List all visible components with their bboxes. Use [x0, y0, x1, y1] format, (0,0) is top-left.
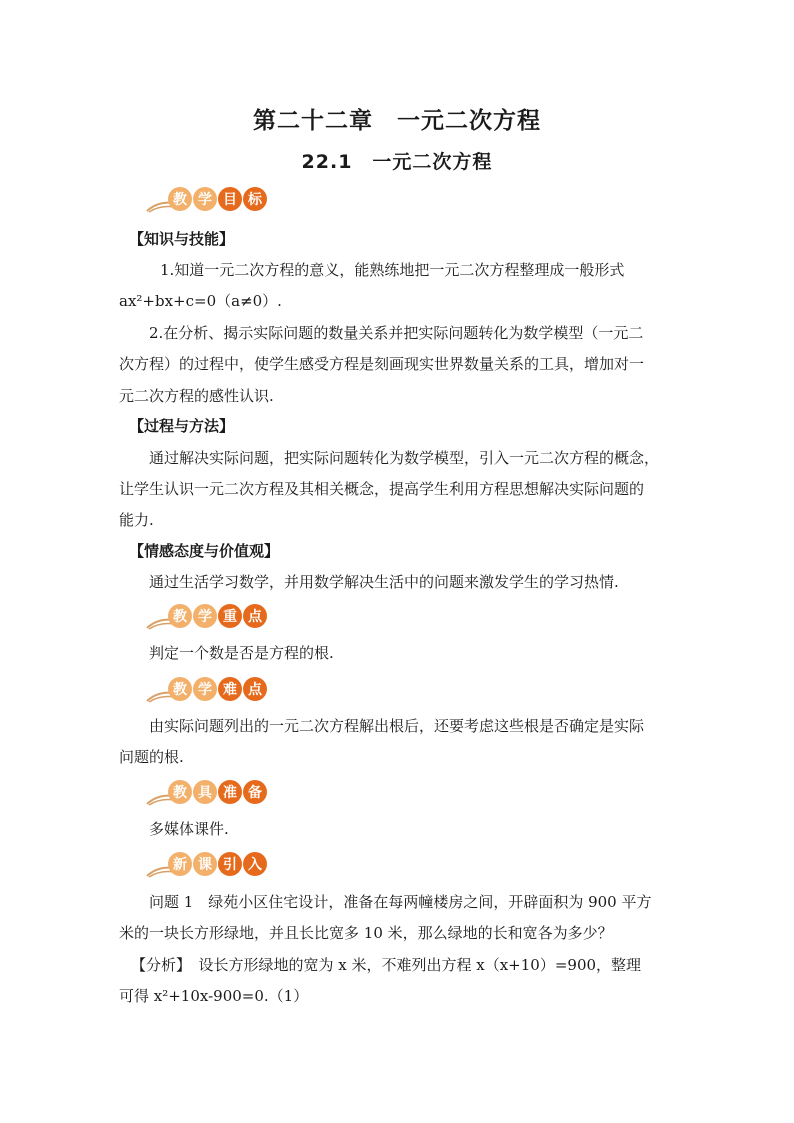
badge-char: 难 [218, 677, 242, 701]
paragraph-line: 能力. [119, 511, 154, 529]
badge-key-points [146, 604, 262, 632]
paragraph-line: 由实际问题列出的一元二次方程解出根后，还要考虑这些根是否确定是实际 [149, 717, 645, 735]
section-title: 22.1 一元二次方程 [301, 151, 493, 173]
paragraph-line: 判定一个数是否是方程的根. [149, 644, 334, 662]
paragraph-line: 多媒体课件. [149, 820, 229, 838]
badge-char: 学 [193, 604, 217, 628]
badge-char: 新 [168, 852, 192, 876]
paragraph-line: 2.在分析、揭示实际问题的数量关系并把实际问题转化为数学模型（一元二 [149, 324, 644, 342]
paragraph-line: 通过生活学习数学，并用数学解决生活中的问题来激发学生的学习热情. [149, 573, 619, 591]
paragraph-line: 通过解决实际问题，把实际问题转化为数学模型，引入一元二次方程的概念， [149, 449, 660, 467]
badge-char: 准 [218, 780, 242, 804]
paragraph-line: 可得 x²+10x-900=0.（1） [119, 987, 309, 1005]
paragraph-line: 问题的根. [119, 748, 184, 766]
paragraph-line: 1.知道一元二次方程的意义，能熟练地把一元二次方程整理成一般形式 [160, 261, 625, 279]
heading-attitude: 【情感态度与价值观】 [129, 542, 280, 560]
badge-char: 学 [193, 677, 217, 701]
badge-char: 重 [218, 604, 242, 628]
badge-char: 引 [218, 852, 242, 876]
badge-objectives [146, 187, 262, 215]
badge-char: 点 [243, 604, 267, 628]
badge-char: 教 [168, 780, 192, 804]
heading-process: 【过程与方法】 [129, 417, 235, 435]
badge-char: 标 [243, 187, 267, 211]
badge-materials [146, 780, 262, 808]
paragraph-line: 元二次方程的感性认识. [119, 387, 274, 405]
badge-char: 备 [243, 780, 267, 804]
badge-char: 入 [243, 852, 267, 876]
paragraph-line: 让学生认识一元二次方程及其相关概念，提高学生利用方程思想解决实际问题的 [119, 480, 645, 498]
badge-char: 教 [168, 677, 192, 701]
paragraph-line: 问题 1 绿苑小区住宅设计，准备在每两幢楼房之间，开辟面积为 900 平方 [149, 893, 652, 911]
badge-char: 目 [218, 187, 242, 211]
paragraph-line: ax²+bx+c=0（a≠0）. [119, 292, 282, 310]
badge-char: 教 [168, 187, 192, 211]
badge-introduction [146, 852, 262, 880]
badge-char: 点 [243, 677, 267, 701]
badge-char: 具 [193, 780, 217, 804]
paragraph-line: 米的一块长方形绿地，并且长比宽多 10 米，那么绿地的长和宽各为多少？ [119, 924, 613, 942]
badge-difficulties [146, 677, 262, 705]
badge-char: 课 [193, 852, 217, 876]
badge-char: 教 [168, 604, 192, 628]
heading-knowledge: 【知识与技能】 [129, 230, 235, 248]
badge-char: 学 [193, 187, 217, 211]
chapter-title: 第二十二章 一元二次方程 [253, 108, 541, 134]
paragraph-line: 次方程）的过程中，使学生感受方程是刻画现实世界数量关系的工具，增加对一 [119, 355, 645, 373]
paragraph-line: 【分析】 设长方形绿地的宽为 x 米，不难列出方程 x（x+10）=900，整理 [131, 956, 642, 974]
